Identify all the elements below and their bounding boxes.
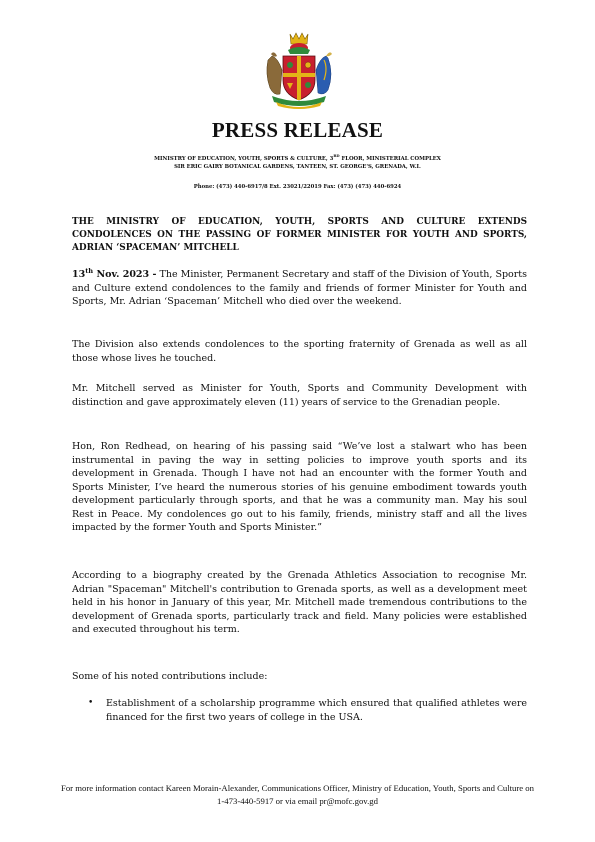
list-item-text: Establishment of a scholarship programme which ensured that qualified athletes were financed for the first two years of college in the USA.: [106, 698, 527, 723]
paragraph-1: [72, 268, 527, 309]
bullet-icon: •: [88, 698, 94, 708]
ordinal-suffix: RD: [333, 154, 340, 159]
release-date-day: 13: [72, 269, 86, 280]
address-line-1-rest: FLOOR, MINISTERIAL COMPLEX: [339, 156, 441, 162]
paragraph-5: According to a biography created by the Grenada Athletics Association to recognise Mr. Adrian "Spaceman" Mitchell's contribution to Grenada sports, as well as a development meet held in his honor in January of this year, Mr. Mitchell made tremendous contributions to the development of Grenada sports, particularly track and field. Many policies were established and executed throughout his term.: [72, 570, 527, 635]
headline: THE MINISTRY OF EDUCATION, YOUTH, SPORTS AND CULTURE EXTENDS CONDOLENCES ON THE PASSING OF FORMER MINISTER FOR YOUTH AND SPORTS, ADRIAN ‘SPACEMAN’ MITCHELL: [72, 217, 527, 253]
paragraph-4-quote: Hon, Ron Redhead, on hearing of his passing said “We’ve lost a stalwart who has been instrumental in paving the way in setting policies to improve youth sports and its development in Grenada. Though I have not had an encounter with the former Youth and Sports Minister, I’ve heard the numerous stories of his genuine embodiment towards youth development particularly through sports, and that he was a community man. May his soul Rest in Peace. My condolences go out to his family, friends, ministry staff and all the lives impacted by the former Youth and Sports Minister.”: [72, 441, 527, 533]
release-date-suffix: th: [85, 266, 94, 275]
phone-fax-line: Phone: (473) 440-6917/8 Ext. 23021/22019 Fax: (473) (473) 440-6924: [193, 184, 402, 190]
paragraph-1-text: The Minister, Permanent Secretary and staff of the Division of Youth, Sports and Culture extend condolences to the family and friends of former Minister for Youth and Sports, Mr. Adrian ‘Spaceman’ Mitchell who died over the weekend.: [72, 269, 527, 307]
paragraph-2: The Division also extends condolences to the sporting fraternity of Grenada as well as all those whose lives he touched.: [72, 339, 527, 364]
address-line-1-text: MINISTRY OF EDUCATION, YOUTH, SPORTS & CULTURE, 3: [154, 156, 334, 162]
release-date: [72, 266, 157, 280]
footer-contact: For more information contact Kareen Morain-Alexander, Communications Officer, Ministry of Education, Youth, Sports and Culture on 1-473-440-5917 or via email pr@mofc.gov.gd: [61, 783, 534, 806]
grenada-coat-of-arms-icon: [262, 30, 336, 112]
release-date-rest: Nov. 2023 -: [93, 269, 157, 280]
page-title: PRESS RELEASE: [211, 118, 384, 142]
address-line-1: [40, 156, 555, 164]
paragraph-6: Some of his noted contributions include:: [72, 671, 268, 682]
list-item: [90, 697, 527, 724]
paragraph-3: Mr. Mitchell served as Minister for Youth, Sports and Community Development with distinction and gave approximately eleven (11) years of service to the Grenadian people.: [72, 383, 527, 408]
address-line-2: SIR ERIC GAIRY BOTANICAL GARDENS, TANTEEN, ST. GEORGE'S, GRENADA, W.I.: [174, 164, 421, 170]
